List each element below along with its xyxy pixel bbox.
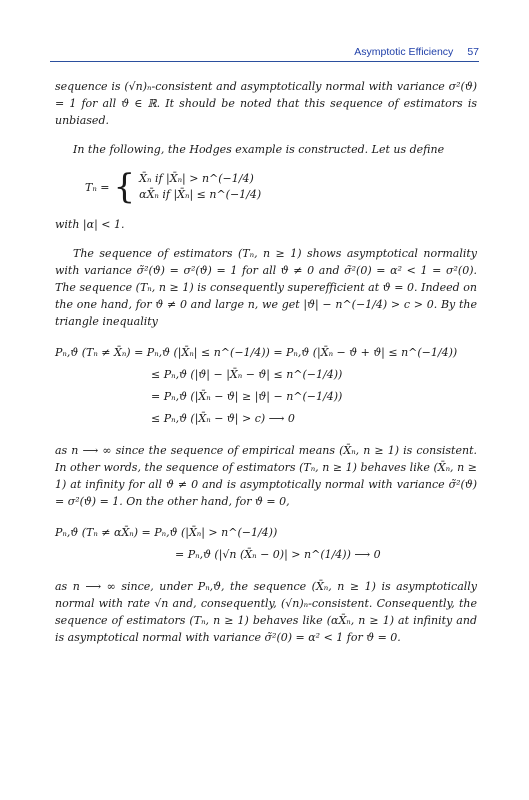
left-brace-icon: { (113, 167, 136, 207)
equation-1-line-2: ≤ Pₙ,ϑ (|ϑ| − |X̄ₙ − ϑ| ≤ n^(−1/4)) (151, 368, 343, 381)
equation-block-1 (55, 342, 477, 430)
equation-1-line-1: Pₙ,ϑ (Tₙ ≠ X̄ₙ) = Pₙ,ϑ (|X̄ₙ| ≤ n^(−1/4)) = Pₙ,ϑ (|X̄ₙ − ϑ + ϑ| ≤ n^(−1/4)) (55, 346, 458, 359)
definition-lhs: Tₙ = (85, 180, 110, 194)
paragraph-5: as n ⟶ ∞ since the sequence of empirical means (X̄ₙ, n ≥ 1) is consistent. In other words, the sequence of estimators (Tₙ, n ≥ 1) behaves like (X̄ₙ, n ≥ 1) at infinity for all ϑ ≠ 0 and is asymptotically normal with variance σ̃²(ϑ) = σ²(ϑ) = 1. On the other hand, for ϑ = 0, (55, 444, 477, 508)
equation-block-2 (55, 522, 477, 566)
paragraph-2: In the following, the Hodges example is constructed. Let us define (73, 143, 445, 156)
paragraph-4: The sequence of estimators (Tₙ, n ≥ 1) shows asymptotical normality with variance σ̃²(ϑ) = σ²(ϑ) = 1 for all ϑ ≠ 0 and σ̃²(0) = α² < 1 = σ²(0). The sequence (Tₙ, n ≥ 1) is consequently superefficient at ϑ = 0. Indeed on the one hand, for ϑ ≠ 0 and large n, we get |ϑ| − n^(−1/4) > c > 0. By the triangle inequality (55, 247, 477, 328)
equation-1-line-4: ≤ Pₙ,ϑ (|X̄ₙ − ϑ| > c) ⟶ 0 (151, 412, 295, 425)
paragraph-3: with |α| < 1. (55, 218, 125, 231)
equation-2-line-1: Pₙ,ϑ (Tₙ ≠ αX̄ₙ) = Pₙ,ϑ (|X̄ₙ| > n^(−1/4)) (55, 526, 278, 539)
definition-case-2: αX̄ₙ if |X̄ₙ| ≤ n^(−1/4) (139, 188, 262, 201)
equation-1-line-3: = Pₙ,ϑ (|X̄ₙ − ϑ| ≥ |ϑ| − n^(−1/4)) (151, 390, 343, 403)
paragraph-1: sequence is (√n)ₙ-consistent and asymptotically normal with variance σ²(ϑ) = 1 for all ϑ ∈ ℝ. It should be noted that this sequence of estimators is unbiased. (55, 80, 477, 127)
definition-cases (139, 171, 261, 203)
running-header (50, 42, 479, 62)
paragraph-6: as n ⟶ ∞ since, under Pₙ,ϑ, the sequence (X̄ₙ, n ≥ 1) is asymptotically normal with rate √n and, consequently, (√n)ₙ-consistent. Consequently, the sequence of estimators (Tₙ, n ≥ 1) behaves like (αX̄ₙ, n ≥ 1) at infinity and is asymptotical normal with variance σ̃²(0) = α² < 1 for ϑ = 0. (55, 580, 477, 644)
page-number: 57 (467, 46, 479, 58)
definition-case-1: X̄ₙ if |X̄ₙ| > n^(−1/4) (139, 172, 254, 185)
hodges-definition (85, 167, 477, 207)
page-body (55, 78, 477, 658)
running-title: Asymptotic Efficiency (354, 46, 454, 58)
equation-2-line-2: = Pₙ,ϑ (|√n (X̄ₙ − 0)| > n^(1/4)) ⟶ 0 (175, 548, 381, 561)
